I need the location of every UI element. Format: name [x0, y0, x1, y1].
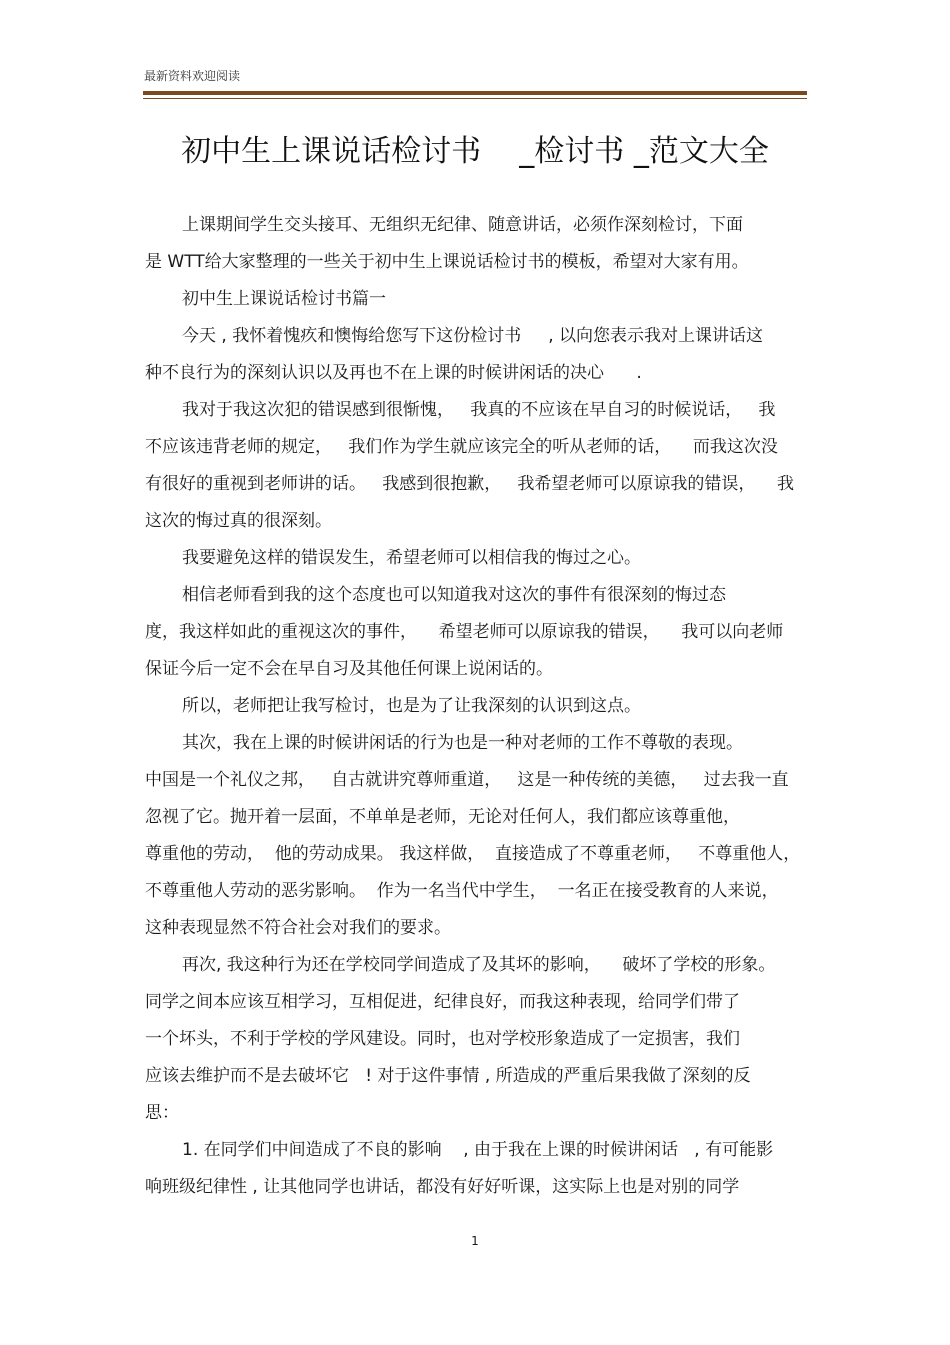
header-rule-thick: [143, 91, 807, 95]
text-line: 忽视了它。抛开着一层面，不单单是老师，无论对任何人，我们都应该尊重他，: [145, 807, 740, 827]
text-line: 不尊重他人劳动的恶劣影响。 作为一名当代中学生， 一名正在接受教育的人来说，: [145, 881, 779, 901]
text-line: 再次, 我这种行为还在学校同学间造成了及其坏的影响， 破坏了学校的形象。: [182, 955, 776, 975]
text-line: 这次的悔过真的很深刻。: [145, 511, 332, 531]
text-line: 1. 在同学们中间造成了不良的影响 , 由于我在上课的时候讲闲话 , 有可能影: [182, 1140, 774, 1160]
text-line: 初中生上课说话检讨书篇一: [182, 289, 386, 309]
header-rule-thin: [143, 98, 807, 99]
text-line: 一个坏头，不利于学校的学风建设。同时，也对学校形象造成了一定损害，我们: [145, 1029, 740, 1049]
text-line: 尊重他的劳动， 他的劳动成果。 我这样做， 直接造成了不尊重老师， 不尊重他人，: [145, 844, 801, 864]
text-line: 有很好的重视到老师讲的话。 我感到很抱歉， 我希望老师可以原谅我的错误， 我: [145, 474, 795, 494]
text-line: 思：: [145, 1103, 179, 1123]
page-number: 1: [471, 1234, 479, 1248]
text-line: 上课期间学生交头接耳、无组织无纪律、随意讲话，必须作深刻检讨，下面: [182, 215, 743, 235]
text-line: 这种表现显然不符合社会对我们的要求。: [145, 918, 451, 938]
text-line: 今天 , 我怀着愧疚和懊悔给您写下这份检讨书 , 以向您表示我对上课讲话这: [182, 326, 764, 346]
text-line: 度，我这样如此的重视这次的事件， 希望老师可以原谅我的错误， 我可以向老师: [145, 622, 784, 642]
text-line: 种不良行为的深刻认识以及再也不在上课的时候讲闲话的决心 .: [145, 363, 642, 383]
text-line: 应该去维护而不是去破坏它 ! 对于这件事情 , 所造成的严重后果我做了深刻的反: [145, 1066, 751, 1086]
running-header: 最新资料欢迎阅读: [144, 69, 241, 83]
text-line: 我对于我这次犯的错误感到很惭愧， 我真的不应该在早自习的时候说话， 我: [182, 400, 776, 420]
document-body: [145, 207, 805, 1206]
text-line: 所以，老师把让我写检讨，也是为了让我深刻的认识到这点。: [182, 696, 641, 716]
text-line: 相信老师看到我的这个态度也可以知道我对这次的事件有很深刻的悔过态: [182, 585, 726, 605]
text-line: 响班级纪律性 , 让其他同学也讲话，都没有好好听课，这实际上也是对别的同学: [145, 1177, 740, 1197]
text-line: 同学之间本应该互相学习，互相促进，纪律良好，而我这种表现，给同学们带了: [145, 992, 740, 1012]
text-line: 是 WTT给大家整理的一些关于初中生上课说话检讨书的模板，希望对大家有用。: [145, 252, 749, 272]
text-line: 我要避免这样的错误发生，希望老师可以相信我的悔过之心。: [182, 548, 641, 568]
text-line: 中国是一个礼仪之邦， 自古就讲究尊师重道， 这是一种传统的美德， 过去我一直: [145, 770, 789, 790]
text-line: 保证今后一定不会在早自习及其他任何课上说闲话的。: [145, 659, 553, 679]
text-line: 其次，我在上课的时候讲闲话的行为也是一种对老师的工作不尊敬的表现。: [182, 733, 743, 753]
text-line: 不应该违背老师的规定， 我们作为学生就应该完全的听从老师的话， 而我这次没: [145, 437, 778, 457]
document-title: 初中生上课说话检讨书 _检讨书 _范文大全: [181, 134, 769, 169]
